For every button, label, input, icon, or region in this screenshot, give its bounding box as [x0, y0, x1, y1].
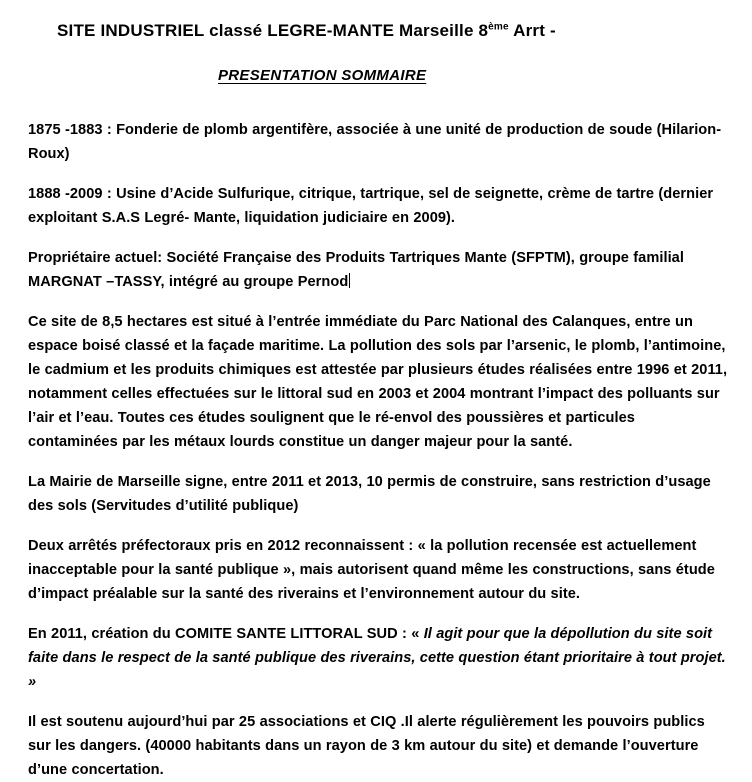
page-title-suffix: Arrt -: [508, 21, 556, 41]
current-owner-text: Propriétaire actuel: Société Française des Produits Tartriques Mante (SFPTM), groupe familial MARGNAT –TASSY, intégré au groupe Pernod: [28, 250, 684, 290]
text-cursor: [349, 273, 350, 288]
page-subtitle: PRESENTATION SOMMAIRE: [218, 67, 427, 85]
page-title-main: SITE INDUSTRIEL classé LEGRE-MANTE Marseille 8: [57, 21, 489, 41]
paragraph-prefectoral-decrees: Deux arrêtés préfectoraux pris en 2012 reconnaissent : « la pollution recensée est actuellement inacceptable pour la santé publique », mais autorisent quand même les constructions, sans étude d’impact préalable sur la santé des riverains et l’environnement autour du site.: [28, 538, 715, 602]
paragraph-history-1888: 1888 -2009 : Usine d’Acide Sulfurique, citrique, tartrique, sel de seignette, crème de tartre (dernier exploitant S.A.S Legré- Mante, liquidation judiciaire en 2009).: [28, 186, 714, 226]
paragraph-comite-sante: [28, 622, 728, 694]
page-title-superscript: ème: [488, 21, 509, 33]
comite-sante-lead: En 2011, création du COMITE SANTE LITTORAL SUD : «: [28, 626, 424, 642]
paragraph-history-1875: 1875 -1883 : Fonderie de plomb argentifère, associée à une unité de production de soude (Hilarion-Roux): [28, 122, 722, 162]
paragraph-site-description: Ce site de 8,5 hectares est situé à l’entrée immédiate du Parc National des Calanques, entre un espace boisé classé et la façade maritime. La pollution des sols par l’arsenic, le plomb, l’antimoine, le cadmium et les produits chimiques est attestée par plusieurs études réalisées entre 1996 et 2011, notamment celles effectuées sur le littoral sud en 2003 et 2004 montrant l’impact des polluants sur l’air et l’eau. Toutes ces études soulignent que le ré-envol des poussières et particules contaminées par les métaux lourds constitue un danger majeur pour la santé.: [28, 314, 728, 450]
comite-sante-quote: Il agit pour que la dépollution du site soit faite dans le respect de la santé publique des riverains, cette question étant prioritaire à tout projet. »: [28, 626, 726, 690]
paragraph-mairie-permits: La Mairie de Marseille signe, entre 2011 et 2013, 10 permis de construire, sans restriction d’usage des sols (Servitudes d’utilité publique): [28, 474, 711, 514]
page-title: [57, 21, 556, 41]
paragraph-support-associations: Il est soutenu aujourd’hui par 25 associations et CIQ .Il alerte régulièrement les pouvoirs publics sur les dangers. (40000 habitants dans un rayon de 3 km autour du site) et demande l’ouverture d’une concertation.: [28, 714, 705, 778]
document-body: [28, 118, 728, 782]
paragraph-current-owner: [28, 246, 728, 294]
